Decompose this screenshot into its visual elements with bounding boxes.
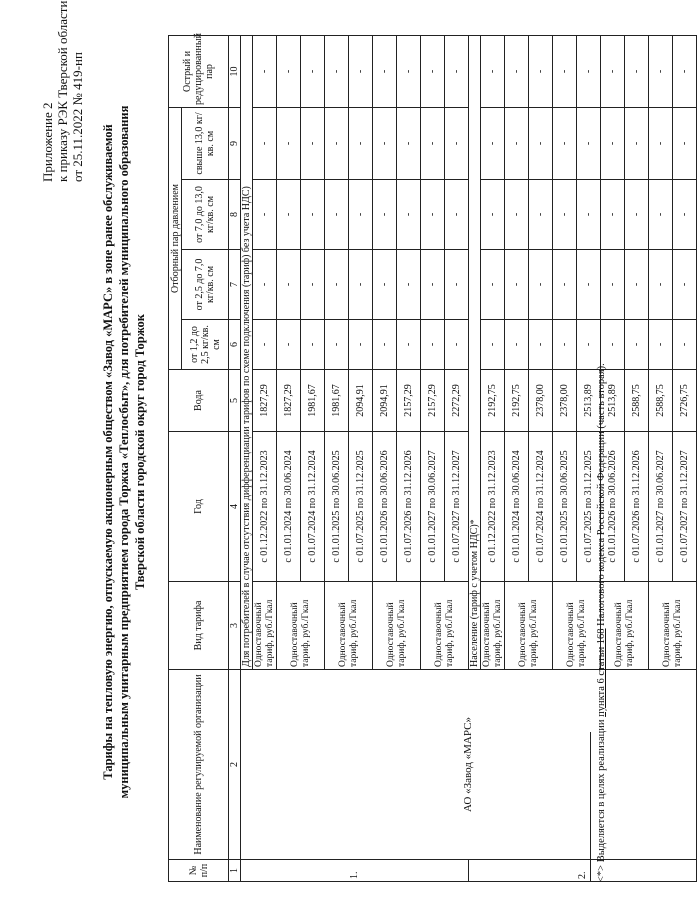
- period: с 01.01.2027 по 30.06.2027: [649, 432, 673, 582]
- dash-cell: -: [673, 107, 697, 179]
- dash-cell: -: [253, 250, 277, 320]
- period: с 01.01.2025 по 30.06.2025: [325, 432, 349, 582]
- dash-cell: -: [325, 250, 349, 320]
- dash-cell: -: [397, 107, 421, 179]
- appendix-line: Приложение 2: [40, 102, 55, 182]
- header-row: [169, 35, 182, 881]
- dash-cell: -: [349, 180, 373, 250]
- dash-cell: -: [577, 250, 601, 320]
- section-row: [241, 35, 253, 881]
- water-tariff: 2094,91: [349, 370, 373, 432]
- dash-cell: -: [445, 250, 469, 320]
- dash-cell: -: [373, 180, 397, 250]
- dash-cell: -: [529, 35, 553, 107]
- dash-cell: -: [601, 35, 625, 107]
- dash-cell: -: [505, 35, 529, 107]
- header-pressure-4: свыше 13,0 кг/кв. см: [182, 107, 229, 179]
- column-index: 2: [229, 670, 241, 860]
- column-index-row: [229, 35, 241, 881]
- dash-cell: -: [553, 35, 577, 107]
- appendix-line: от 25.11.2022 № 419-нп: [70, 52, 85, 182]
- column-index: 3: [229, 582, 241, 670]
- dash-cell: -: [649, 107, 673, 179]
- column-index: 6: [229, 320, 241, 370]
- column-index: 8: [229, 180, 241, 250]
- dash-cell: -: [445, 320, 469, 370]
- dash-cell: -: [505, 320, 529, 370]
- dash-cell: -: [301, 180, 325, 250]
- dash-cell: -: [397, 35, 421, 107]
- dash-cell: -: [505, 250, 529, 320]
- dash-cell: -: [301, 107, 325, 179]
- period: с 01.01.2027 по 30.06.2027: [421, 432, 445, 582]
- dash-cell: -: [553, 180, 577, 250]
- dash-cell: -: [553, 107, 577, 179]
- dash-cell: -: [397, 180, 421, 250]
- period: с 01.07.2024 по 31.12.2024: [529, 432, 553, 582]
- water-tariff: 1827,29: [253, 370, 277, 432]
- dash-cell: -: [253, 180, 277, 250]
- appendix-block: [40, 2, 85, 182]
- dash-cell: -: [673, 180, 697, 250]
- tariff-kind: Одноставочный тариф, руб./Гкал: [505, 582, 553, 670]
- header-kind: Вид тарифа: [169, 582, 229, 670]
- dash-cell: -: [445, 35, 469, 107]
- dash-cell: -: [373, 35, 397, 107]
- water-tariff: 2272,29: [445, 370, 469, 432]
- dash-cell: -: [277, 320, 301, 370]
- dash-cell: -: [505, 180, 529, 250]
- tariff-kind: Одноставочный тариф, руб./Гкал: [325, 582, 373, 670]
- section-title: Население (тариф с учетом НДС)*: [469, 35, 481, 669]
- water-tariff: 1827,29: [277, 370, 301, 432]
- period: с 01.07.2026 по 31.12.2026: [625, 432, 649, 582]
- dash-cell: -: [577, 180, 601, 250]
- dash-cell: -: [505, 107, 529, 179]
- tariff-kind: Одноставочный тариф, руб./Гкал: [373, 582, 421, 670]
- header-pressure-1: от 1,2 до 2,5 кг/кв. см: [182, 320, 229, 370]
- period: с 01.12.2022 по 31.12.2023: [253, 432, 277, 582]
- period: с 01.01.2025 по 30.06.2025: [553, 432, 577, 582]
- dash-cell: -: [553, 320, 577, 370]
- dash-cell: -: [277, 107, 301, 179]
- header-pressure-2: от 2,5 до 7,0 кг/кв. см: [182, 250, 229, 320]
- header-org: Наименование регулируемой организации: [169, 670, 229, 860]
- dash-cell: -: [577, 107, 601, 179]
- section-number: 2.: [469, 860, 697, 882]
- water-tariff: 2513,89: [577, 370, 601, 432]
- column-index: 4: [229, 432, 241, 582]
- dash-cell: -: [445, 107, 469, 179]
- dash-cell: -: [481, 180, 505, 250]
- dash-cell: -: [253, 35, 277, 107]
- header-num: № п/п: [169, 860, 229, 882]
- column-index: 9: [229, 107, 241, 179]
- dash-cell: -: [373, 250, 397, 320]
- dash-cell: -: [421, 250, 445, 320]
- dash-cell: -: [277, 250, 301, 320]
- footnote-divider: [590, 732, 591, 882]
- water-tariff: 2378,00: [529, 370, 553, 432]
- period: с 01.07.2026 по 31.12.2026: [397, 432, 421, 582]
- tariff-kind: Одноставочный тариф, руб./Гкал: [277, 582, 325, 670]
- period: с 01.01.2024 по 30.06.2024: [505, 432, 529, 582]
- footnote-reference: пункта 6 статьи 168: [596, 628, 607, 717]
- dash-cell: -: [421, 320, 445, 370]
- period: с 01.07.2027 по 31.12.2027: [445, 432, 469, 582]
- dash-cell: -: [349, 320, 373, 370]
- dash-cell: -: [625, 320, 649, 370]
- dash-cell: -: [577, 35, 601, 107]
- dash-cell: -: [577, 320, 601, 370]
- organization-name: АО «Завод «МАРС»: [241, 670, 697, 860]
- dash-cell: -: [649, 180, 673, 250]
- dash-cell: -: [301, 35, 325, 107]
- dash-cell: -: [601, 107, 625, 179]
- dash-cell: -: [301, 250, 325, 320]
- water-tariff: 2588,75: [625, 370, 649, 432]
- dash-cell: -: [277, 35, 301, 107]
- period: с 01.01.2024 по 30.06.2024: [277, 432, 301, 582]
- footnote-text: <*> Выделяется в целях реализации: [596, 716, 607, 882]
- dash-cell: -: [601, 250, 625, 320]
- dash-cell: -: [349, 107, 373, 179]
- dash-cell: -: [625, 250, 649, 320]
- dash-cell: -: [529, 107, 553, 179]
- dash-cell: -: [397, 320, 421, 370]
- tariff-kind: Одноставочный тариф, руб./Гкал: [553, 582, 601, 670]
- dash-cell: -: [649, 320, 673, 370]
- water-tariff: 1981,67: [325, 370, 349, 432]
- dash-cell: -: [325, 320, 349, 370]
- tariff-table: [168, 35, 697, 882]
- dash-cell: -: [373, 320, 397, 370]
- water-tariff: 2192,75: [505, 370, 529, 432]
- dash-cell: -: [625, 180, 649, 250]
- dash-cell: -: [397, 250, 421, 320]
- dash-cell: -: [421, 35, 445, 107]
- dash-cell: -: [253, 320, 277, 370]
- period: с 01.07.2025 по 31.12.2025: [577, 432, 601, 582]
- water-tariff: 2192,75: [481, 370, 505, 432]
- water-tariff: 2094,91: [373, 370, 397, 432]
- header-sharp-steam: Острый и редуцированный пар: [169, 35, 229, 107]
- dash-cell: -: [373, 107, 397, 179]
- tariff-table-wrapper: [168, 33, 697, 882]
- tariff-kind: Одноставочный тариф, руб./Гкал: [649, 582, 697, 670]
- dash-cell: -: [529, 250, 553, 320]
- period: с 01.12.2022 по 31.12.2023: [481, 432, 505, 582]
- dash-cell: -: [349, 35, 373, 107]
- dash-cell: -: [301, 320, 325, 370]
- dash-cell: -: [673, 35, 697, 107]
- dash-cell: -: [481, 107, 505, 179]
- dash-cell: -: [481, 320, 505, 370]
- tariff-kind: Одноставочный тариф, руб./Гкал: [421, 582, 469, 670]
- header-steam-group: Отборный пар давлением: [169, 107, 182, 369]
- document-title: Тарифы на тепловую энергию, отпускаемую акционерным обществом «Завод «МАРС» в зоне ранее обслуживаемой муниципальным унитарным предприятием города Торжка «Теплосбыт», для потребителей муниципального образования Тверской области городской округ город Торжок: [101, 105, 147, 799]
- period: с 01.07.2024 по 31.12.2024: [301, 432, 325, 582]
- appendix-line: к приказу РЭК Тверской области: [55, 0, 70, 182]
- dash-cell: -: [625, 35, 649, 107]
- dash-cell: -: [445, 180, 469, 250]
- period: с 01.07.2025 по 31.12.2025: [349, 432, 373, 582]
- dash-cell: -: [529, 320, 553, 370]
- header-water: Вода: [169, 370, 229, 432]
- dash-cell: -: [481, 35, 505, 107]
- tariff-kind: Одноставочный тариф, руб./Гкал: [601, 582, 649, 670]
- column-index: 1: [229, 860, 241, 882]
- dash-cell: -: [553, 250, 577, 320]
- tariff-kind: Одноставочный тариф, руб./Гкал: [253, 582, 277, 670]
- water-tariff: 2157,29: [397, 370, 421, 432]
- dash-cell: -: [601, 180, 625, 250]
- dash-cell: -: [253, 107, 277, 179]
- column-index: 7: [229, 250, 241, 320]
- column-index: 10: [229, 35, 241, 107]
- dash-cell: -: [421, 180, 445, 250]
- period: с 01.07.2027 по 31.12.2027: [673, 432, 697, 582]
- header-pressure-3: от 7,0 до 13,0 кг/кв. см: [182, 180, 229, 250]
- dash-cell: -: [325, 107, 349, 179]
- water-tariff: 2378,00: [553, 370, 577, 432]
- water-tariff: 2513,89: [601, 370, 625, 432]
- dash-cell: -: [349, 250, 373, 320]
- tariff-kind: Одноставочный тариф, руб./Гкал: [481, 582, 505, 670]
- water-tariff: 1981,67: [301, 370, 325, 432]
- dash-cell: -: [529, 180, 553, 250]
- section-number: 1.: [241, 860, 469, 882]
- water-tariff: 2588,75: [649, 370, 673, 432]
- dash-cell: -: [325, 180, 349, 250]
- tariff-table-body: [241, 35, 697, 881]
- dash-cell: -: [625, 107, 649, 179]
- water-tariff: 2157,29: [421, 370, 445, 432]
- dash-cell: -: [601, 320, 625, 370]
- dash-cell: -: [277, 180, 301, 250]
- dash-cell: -: [325, 35, 349, 107]
- dash-cell: -: [673, 320, 697, 370]
- dash-cell: -: [649, 250, 673, 320]
- dash-cell: -: [673, 250, 697, 320]
- dash-cell: -: [421, 107, 445, 179]
- water-tariff: 2726,75: [673, 370, 697, 432]
- section-title: Для потребителей в случае отсутствия дифференциации тарифов по схеме подключения (тариф) без учета НДС): [241, 35, 253, 669]
- header-year: Год: [169, 432, 229, 582]
- column-index: 5: [229, 370, 241, 432]
- period: с 01.01.2026 по 30.06.2026: [601, 432, 625, 582]
- dash-cell: -: [481, 250, 505, 320]
- footnote: [596, 22, 607, 882]
- footnote-text: Налогового кодекса Российской Федерации (часть вторая).: [596, 363, 607, 629]
- period: с 01.01.2026 по 30.06.2026: [373, 432, 397, 582]
- dash-cell: -: [649, 35, 673, 107]
